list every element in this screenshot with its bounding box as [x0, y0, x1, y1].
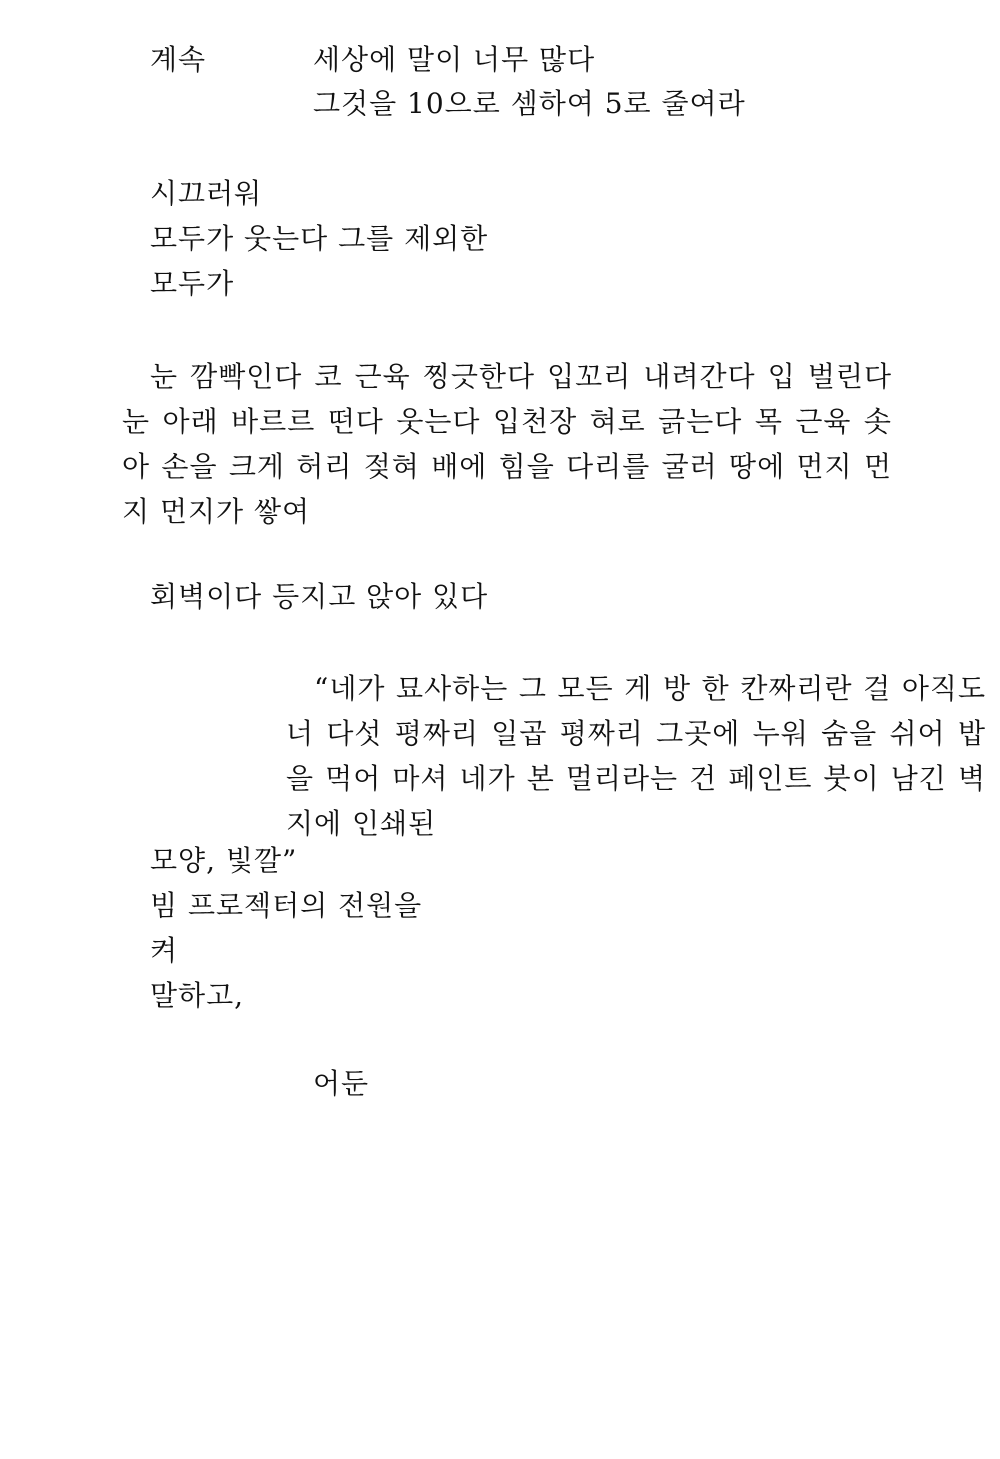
quoted-passage: “네가 묘사하는 그 모든 게 방 한 칸짜리란 걸 아직도 너 다섯 평짜리 일곱 평짜리 그곳에 누워 숨을 쉬어 밥을 먹어 마셔 네가 본 멀리라는 건 페인트 붓이 남긴 벽지에 인쇄된 [286, 672, 986, 840]
poem-line: 말하고, [150, 979, 245, 1012]
poem-line: 회벽이다 등지고 앉아 있다 [150, 580, 489, 613]
poem-line: 시끄러워 [150, 177, 263, 210]
closing-word: 어둔 [313, 1067, 370, 1100]
poem-line: 모두가 웃는다 그를 제외한 [150, 222, 489, 255]
poem-line: 그것을 10으로 셈하여 5로 줄여라 [313, 87, 746, 120]
poem-line: 빔 프로젝터의 전원을 [150, 889, 423, 922]
poem-line: 모양, 빛깔” [150, 844, 298, 877]
prose-paragraph: 눈 깜빡인다 코 근육 찡긋한다 입꼬리 내려간다 입 벌린다 눈 아래 바르르 떤다 웃는다 입천장 혀로 긁는다 목 근육 솟아 손을 크게 허리 젖혀 배에 힘을 다리를 굴러 땅에 먼지 먼지 먼지가 쌓여 [122, 360, 892, 528]
poem-line: 모두가 [150, 267, 235, 300]
stanza-label: 계속 [150, 43, 207, 76]
poem-line: 켜 [150, 934, 179, 967]
poem-line: 세상에 말이 너무 많다 [313, 43, 596, 76]
